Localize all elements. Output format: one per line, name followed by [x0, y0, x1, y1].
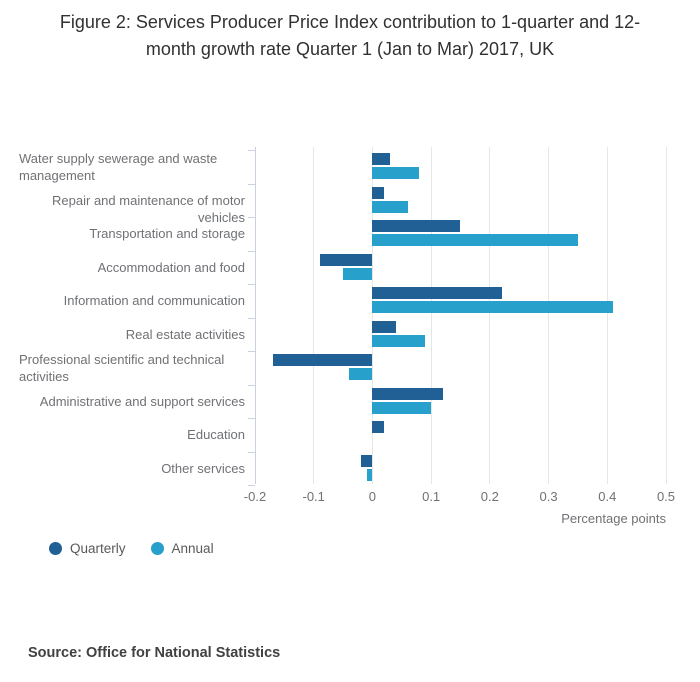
x-tick-label--0.1: -0.1: [302, 489, 325, 504]
y-axis-tick: [248, 351, 255, 352]
bar-quarterly-7[interactable]: [372, 388, 442, 400]
x-tick-label-0.5: 0.5: [656, 489, 676, 504]
category-label-line: Education: [187, 427, 245, 443]
legend: [49, 541, 214, 556]
y-axis-tick: [248, 150, 255, 151]
gridline: [666, 147, 667, 484]
bar-quarterly-3[interactable]: [320, 254, 373, 266]
gridline: [313, 147, 314, 484]
category-label-line: Information and communication: [63, 293, 245, 309]
x-tick-label-0.1: 0.1: [422, 489, 441, 504]
category-label-4: [10, 292, 245, 309]
bar-annual-2[interactable]: [372, 234, 578, 246]
y-axis-tick: [248, 385, 255, 386]
category-label-line: Administrative and support services: [39, 393, 245, 409]
category-label-line: Other services: [161, 460, 245, 476]
category-label-line: Repair and maintenance of motor vehicles: [52, 192, 245, 225]
category-label-line: Real estate activities: [125, 326, 245, 342]
y-axis-tick: [248, 284, 255, 285]
bar-annual-7[interactable]: [372, 402, 431, 414]
category-label-line: Transportation and storage: [89, 226, 245, 242]
gridline: [607, 147, 608, 484]
x-tick-label-0.2: 0.2: [480, 489, 499, 504]
x-axis-title: Percentage points: [561, 511, 666, 526]
y-axis-tick: [248, 318, 255, 319]
y-axis-tick: [248, 418, 255, 419]
bar-annual-6[interactable]: [349, 368, 372, 380]
category-label-line: activities: [19, 368, 69, 384]
x-tick-label--0.2: -0.2: [243, 489, 267, 504]
chart-title-line-2: month growth rate Quarter 1 (Jan to Mar) 2017, UK: [145, 39, 555, 59]
x-tick-label-0.3: 0.3: [539, 489, 558, 504]
bar-quarterly-0[interactable]: [372, 153, 390, 165]
bar-quarterly-8[interactable]: [372, 421, 384, 433]
y-axis-line: [255, 147, 256, 484]
chart-title-line-1: Figure 2: Services Producer Price Index contribution to 1-quarter and 12-: [59, 12, 641, 32]
legend-item-quarterly[interactable]: [49, 541, 126, 556]
legend-swatch-icon: [151, 542, 164, 555]
category-label-8: [10, 426, 245, 443]
category-label-line: Accommodation and food: [97, 259, 245, 275]
category-label-0: [19, 150, 249, 184]
category-label-line: Professional scientific and technical: [19, 351, 225, 367]
bar-annual-5[interactable]: [372, 335, 425, 347]
category-label-9: [10, 460, 245, 477]
chart-title: [0, 9, 700, 63]
y-axis-tick: [248, 452, 255, 453]
gridline: [431, 147, 432, 484]
category-label-1: [10, 192, 245, 226]
bar-annual-0[interactable]: [372, 167, 419, 179]
x-tick-label-0.4: 0.4: [598, 489, 617, 504]
y-axis-tick: [248, 485, 255, 486]
x-tick-label-0: 0: [368, 489, 377, 504]
bar-annual-4[interactable]: [372, 301, 613, 313]
category-label-6: [19, 351, 249, 385]
bar-quarterly-6[interactable]: [273, 354, 373, 366]
category-label-line: Water supply sewerage and waste: [19, 150, 218, 166]
bar-quarterly-4[interactable]: [372, 287, 501, 299]
source-note: Source: Office for National Statistics: [28, 645, 281, 661]
bar-annual-9[interactable]: [367, 469, 373, 481]
legend-item-annual[interactable]: [151, 541, 214, 556]
category-label-7: [10, 393, 245, 410]
bar-quarterly-1[interactable]: [372, 187, 384, 199]
category-label-line: management: [19, 167, 95, 183]
legend-label: Quarterly: [70, 541, 126, 556]
category-label-5: [10, 326, 245, 343]
y-axis-tick: [248, 217, 255, 218]
bar-annual-3[interactable]: [343, 268, 372, 280]
gridline: [548, 147, 549, 484]
bar-quarterly-5[interactable]: [372, 321, 395, 333]
bar-quarterly-9[interactable]: [361, 455, 373, 467]
bar-quarterly-2[interactable]: [372, 220, 460, 232]
category-label-2: [10, 225, 245, 242]
category-label-3: [10, 259, 245, 276]
legend-label: Annual: [171, 541, 214, 556]
bar-annual-1[interactable]: [372, 201, 407, 213]
y-axis-tick: [248, 251, 255, 252]
legend-swatch-icon: [49, 542, 62, 555]
y-axis-tick: [248, 184, 255, 185]
gridline: [489, 147, 490, 484]
